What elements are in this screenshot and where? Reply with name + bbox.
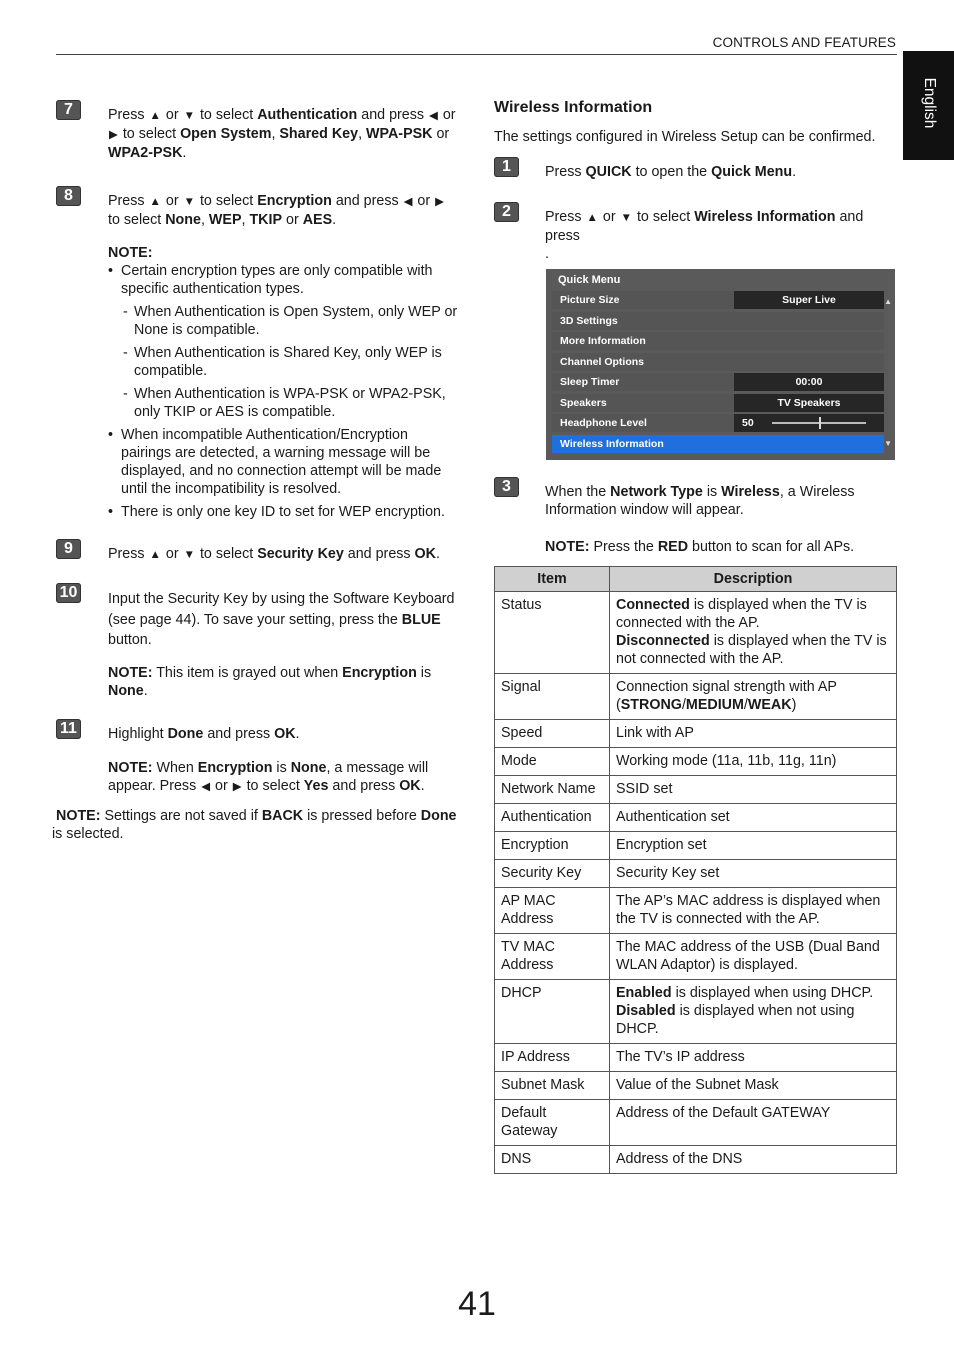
quick-menu-item-label: 3D Settings <box>560 315 618 327</box>
step-3-text: When the Network Type is Wireless, a Wireless Information window will appear. <box>545 484 855 518</box>
step-8-text: Press ▲ or ▼ to select Encryption and press ◀ or ▶ to select None, WEP, TKIP or AES. <box>108 193 444 228</box>
quick-menu-item-label: Sleep Timer <box>560 376 620 388</box>
table-row <box>495 980 897 1044</box>
section-header: CONTROLS AND FEATURES <box>712 35 896 50</box>
step-1-text: Press QUICK to open the Quick Menu. <box>545 164 797 180</box>
headphone-level-slider <box>772 422 866 424</box>
step-badge-9: 9 <box>56 539 81 559</box>
table-cell-description: Address of the Default GATEWAY <box>610 1100 897 1146</box>
quick-menu-item[interactable] <box>552 414 884 432</box>
table-row <box>495 720 897 748</box>
table-cell-description: Encryption set <box>610 832 897 860</box>
quick-menu-item[interactable] <box>552 435 884 453</box>
down-arrow-icon: ▼ <box>183 196 195 208</box>
quick-menu-item[interactable] <box>552 332 884 350</box>
quick-menu-item[interactable] <box>552 353 884 371</box>
table-cell-description: SSID set <box>610 776 897 804</box>
table-row <box>495 860 897 888</box>
page-number: 41 <box>458 1285 496 1323</box>
quick-menu-title: Quick Menu <box>558 274 621 286</box>
quick-menu-item-label: Wireless Information <box>560 438 664 450</box>
table-header: Description <box>610 567 897 592</box>
down-arrow-icon: ▼ <box>183 110 195 122</box>
step-badge-10: 10 <box>56 583 81 603</box>
table-cell-item: Authentication <box>495 804 610 832</box>
step-badge-11: 11 <box>56 719 81 739</box>
table-cell-item: Signal <box>495 674 610 720</box>
table-header: Item <box>495 567 610 592</box>
step-badge-3: 3 <box>494 477 519 497</box>
table-cell-description: Address of the DNS <box>610 1146 897 1174</box>
table-cell-description: Security Key set <box>610 860 897 888</box>
language-tab-label: English <box>920 77 938 129</box>
table-cell-description: The TV’s IP address <box>610 1044 897 1072</box>
final-note: NOTE: Settings are not saved if BACK is pressed before Done is selected. <box>52 808 457 842</box>
note-subitem: - When Authentication is Shared Key, only WEP is compatible. <box>121 344 458 380</box>
note-label: NOTE: <box>108 245 153 261</box>
up-arrow-icon: ▲ <box>149 196 161 208</box>
step-badge-2: 2 <box>494 202 519 222</box>
section-title: Wireless Information <box>494 99 653 116</box>
table-row <box>495 776 897 804</box>
quick-menu-item-value: TV Speakers <box>734 394 884 412</box>
note-subitem: - When Authentication is Open System, only WEP or None is compatible. <box>121 303 458 339</box>
step-11-text: Highlight Done and press OK. <box>108 726 300 742</box>
table-cell-description: Connected is displayed when the TV is connected with the AP. Disconnected is displayed when the TV is not connected with the AP. <box>610 592 897 674</box>
table-cell-description: The MAC address of the USB (Dual Band WLAN Adaptor) is displayed. <box>610 934 897 980</box>
table-cell-description: Working mode (11a, 11b, 11g, 11n) <box>610 748 897 776</box>
step-7-text: Press ▲ or ▼ to select Authentication and press ◀ or ▶ to select Open System, Shared Key, WPA-PSK or WPA2-PSK. <box>108 107 456 161</box>
wireless-info-table <box>494 566 897 1174</box>
note-bullet: • There is only one key ID to set for WEP encryption. <box>108 503 458 521</box>
language-tab <box>903 51 954 160</box>
quick-menu-item[interactable] <box>552 312 884 330</box>
table-cell-item: Security Key <box>495 860 610 888</box>
step-badge-7: 7 <box>56 100 81 120</box>
table-row <box>495 592 897 674</box>
table-row <box>495 1146 897 1174</box>
step-badge-8: 8 <box>56 186 81 206</box>
scroll-down-icon: ▼ <box>884 439 892 448</box>
quick-menu-item-label: Speakers <box>560 397 607 409</box>
quick-menu-screenshot <box>546 269 895 460</box>
table-row <box>495 888 897 934</box>
step-badge-1: 1 <box>494 157 519 177</box>
table-row <box>495 1072 897 1100</box>
table-cell-item: DHCP <box>495 980 610 1044</box>
table-cell-item: TV MAC Address <box>495 934 610 980</box>
down-arrow-icon: ▼ <box>620 212 632 224</box>
table-cell-description: Value of the Subnet Mask <box>610 1072 897 1100</box>
headphone-level-value: 50 <box>742 417 754 429</box>
scroll-up-icon: ▲ <box>884 297 892 306</box>
table-row <box>495 674 897 720</box>
header-rule <box>56 54 897 55</box>
quick-menu-item[interactable] <box>552 394 884 412</box>
table-cell-item: Network Name <box>495 776 610 804</box>
step-3-note: NOTE: Press the RED button to scan for all APs. <box>545 539 855 555</box>
step-11-note: NOTE: When Encryption is None, a message will appear. Press ◀ or ▶ to select Yes and press OK. <box>108 760 429 794</box>
up-arrow-icon: ▲ <box>586 212 598 224</box>
right-arrow-icon: ▶ <box>109 129 118 141</box>
table-cell-item: Default Gateway <box>495 1100 610 1146</box>
quick-menu-item-label: Channel Options <box>560 356 644 368</box>
section-intro: The settings configured in Wireless Setup can be confirmed. <box>494 129 876 145</box>
step-10-note: NOTE: This item is grayed out when Encryption is None. <box>108 665 432 699</box>
table-cell-description: Authentication set <box>610 804 897 832</box>
table-cell-item: Encryption <box>495 832 610 860</box>
table-row <box>495 934 897 980</box>
note-subitem: - When Authentication is WPA-PSK or WPA2-PSK, only TKIP or AES is compatible. <box>121 385 458 421</box>
table-row <box>495 1100 897 1146</box>
quick-menu-item-label: Picture Size <box>560 294 620 306</box>
right-arrow-icon: ▶ <box>435 196 444 208</box>
left-arrow-icon: ◀ <box>403 196 413 208</box>
table-row <box>495 804 897 832</box>
table-cell-item: IP Address <box>495 1044 610 1072</box>
quick-menu-item[interactable] <box>552 291 884 309</box>
table-cell-item: AP MAC Address <box>495 888 610 934</box>
right-arrow-icon: ▶ <box>232 781 242 793</box>
table-cell-description: The AP’s MAC address is displayed when the TV is connected with the AP. <box>610 888 897 934</box>
note-bullet: • When incompatible Authentication/Encryption pairings are detected, a warning message will be displayed, and no connection attempt will be made until the incompatibility is resolved. <box>108 426 458 498</box>
quick-menu-item-value: 00:00 <box>734 373 884 391</box>
quick-menu-item-value: Super Live <box>734 291 884 309</box>
step-8-note <box>108 244 458 526</box>
step-2-text: Press ▲ or ▼ to select Wireless Information and press . <box>545 209 864 262</box>
table-cell-description: Enabled is displayed when using DHCP. Disabled is displayed when not using DHCP. <box>610 980 897 1044</box>
table-row <box>495 832 897 860</box>
down-arrow-icon: ▼ <box>183 549 195 561</box>
up-arrow-icon: ▲ <box>149 110 161 122</box>
up-arrow-icon: ▲ <box>149 549 161 561</box>
step-9-text: Press ▲ or ▼ to select Security Key and press OK. <box>108 546 440 562</box>
table-cell-item: Mode <box>495 748 610 776</box>
table-cell-item: DNS <box>495 1146 610 1174</box>
note-bullet: • Certain encryption types are only compatible with specific authentication types. - When Authentication is Open System, only WEP or None is compatible. - When Authentication is Shared Key, only WEP is compatible. - When Authentication is WPA-PSK or WPA2-PSK, only TKIP or AES is compatible. <box>108 262 458 421</box>
quick-menu-item-label: More Information <box>560 335 646 347</box>
quick-menu-item-label: Headphone Level <box>560 417 647 429</box>
table-cell-item: Status <box>495 592 610 674</box>
quick-menu-item[interactable] <box>552 373 884 391</box>
table-cell-item: Speed <box>495 720 610 748</box>
quick-menu-item-value <box>734 414 884 432</box>
table-cell-item: Subnet Mask <box>495 1072 610 1100</box>
left-arrow-icon: ◀ <box>201 781 211 793</box>
step-10-text: Input the Security Key by using the Software Keyboard (see page 44). To save your setting, press the BLUE button. <box>108 591 455 648</box>
left-arrow-icon: ◀ <box>429 110 438 122</box>
table-row <box>495 748 897 776</box>
table-cell-description: Link with AP <box>610 720 897 748</box>
table-row <box>495 1044 897 1072</box>
slider-thumb <box>819 417 821 429</box>
table-cell-description: Connection signal strength with AP (STRONG/MEDIUM/WEAK) <box>610 674 897 720</box>
